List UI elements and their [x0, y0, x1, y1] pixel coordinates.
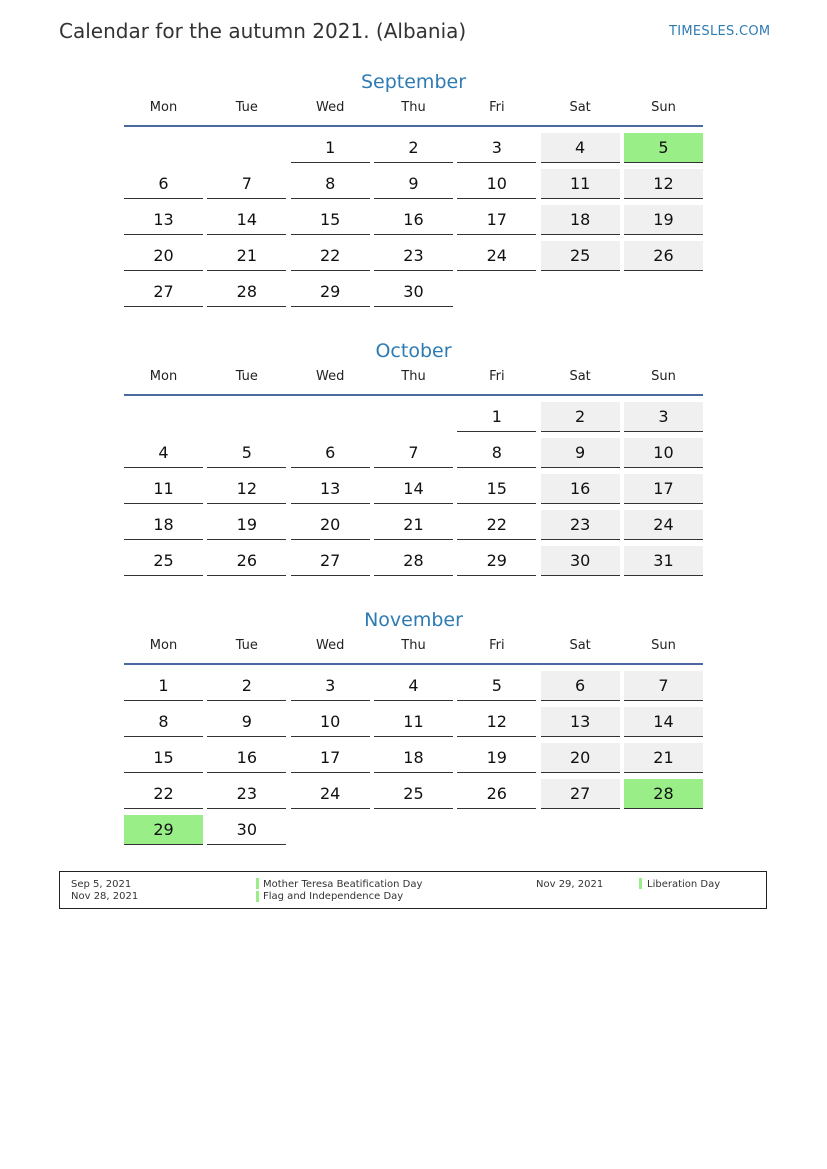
weekday-label: Fri	[489, 100, 505, 115]
day-cell[interactable]: 8	[124, 707, 203, 737]
day-cell[interactable]: 27	[541, 779, 620, 809]
empty-cell	[124, 402, 203, 432]
day-cell[interactable]: 13	[291, 474, 370, 504]
month-september	[124, 70, 703, 307]
weekday-label: Fri	[489, 638, 505, 653]
weekday-label: Tue	[235, 369, 258, 384]
day-cell[interactable]: 28	[207, 277, 286, 307]
day-cell[interactable]: 13	[124, 205, 203, 235]
day-cell[interactable]: 17	[457, 205, 536, 235]
holiday-marker	[256, 878, 259, 889]
day-cell[interactable]: 22	[124, 779, 203, 809]
day-cell[interactable]: 2	[374, 133, 453, 163]
day-grid	[124, 671, 703, 845]
day-cell[interactable]: 3	[291, 671, 370, 701]
day-cell[interactable]: 12	[457, 707, 536, 737]
day-cell[interactable]: 2	[541, 402, 620, 432]
weekday-header	[124, 369, 703, 396]
empty-cell	[124, 133, 203, 163]
day-cell[interactable]: 9	[207, 707, 286, 737]
empty-cell	[457, 815, 536, 845]
day-cell[interactable]: 19	[624, 205, 703, 235]
day-cell[interactable]: 3	[457, 133, 536, 163]
day-cell[interactable]: 6	[291, 438, 370, 468]
day-cell[interactable]: 25	[124, 546, 203, 576]
day-cell[interactable]: 30	[374, 277, 453, 307]
empty-cell	[207, 402, 286, 432]
holiday-legend	[59, 871, 767, 909]
weekday-label: Sun	[651, 100, 676, 115]
holiday-marker	[256, 891, 259, 902]
legend-date: Sep 5, 2021	[71, 879, 132, 890]
day-cell[interactable]: 27	[124, 277, 203, 307]
weekday-header	[124, 638, 703, 665]
day-cell[interactable]: 15	[124, 743, 203, 773]
day-cell[interactable]: 23	[374, 241, 453, 271]
empty-cell	[291, 402, 370, 432]
month-title: September	[360, 71, 467, 93]
day-cell[interactable]: 25	[541, 241, 620, 271]
day-cell[interactable]: 6	[541, 671, 620, 701]
day-cell[interactable]: 10	[457, 169, 536, 199]
day-cell[interactable]: 27	[291, 546, 370, 576]
day-cell[interactable]: 5	[207, 438, 286, 468]
day-cell[interactable]: 24	[457, 241, 536, 271]
weekday-label: Wed	[315, 100, 345, 115]
day-cell[interactable]: 15	[291, 205, 370, 235]
day-cell[interactable]: 29	[291, 277, 370, 307]
day-cell[interactable]: 26	[207, 546, 286, 576]
day-grid	[124, 133, 703, 307]
day-cell[interactable]: 9	[541, 438, 620, 468]
empty-cell	[457, 277, 536, 307]
day-cell[interactable]: 23	[541, 510, 620, 540]
day-cell[interactable]: 7	[207, 169, 286, 199]
day-cell[interactable]: 12	[207, 474, 286, 504]
day-cell[interactable]: 1	[457, 402, 536, 432]
weekday-label: Thu	[401, 638, 426, 653]
day-cell[interactable]: 21	[207, 241, 286, 271]
weekday-label: Sat	[569, 100, 591, 115]
day-cell[interactable]: 24	[624, 510, 703, 540]
day-cell[interactable]: 20	[291, 510, 370, 540]
day-cell[interactable]: 24	[291, 779, 370, 809]
day-cell[interactable]: 6	[124, 169, 203, 199]
weekday-label: Sat	[569, 369, 591, 384]
day-cell[interactable]: 16	[541, 474, 620, 504]
day-cell[interactable]: 25	[374, 779, 453, 809]
day-cell[interactable]: 16	[374, 205, 453, 235]
day-cell[interactable]: 29	[124, 815, 203, 845]
day-cell[interactable]: 15	[457, 474, 536, 504]
weekday-label: Thu	[401, 369, 426, 384]
empty-cell	[541, 815, 620, 845]
day-cell[interactable]: 4	[374, 671, 453, 701]
empty-cell	[207, 133, 286, 163]
weekday-label: Wed	[315, 638, 345, 653]
day-cell[interactable]: 26	[624, 241, 703, 271]
legend-holiday-name: Mother Teresa Beatification Day	[263, 879, 423, 890]
day-cell[interactable]: 21	[374, 510, 453, 540]
day-cell[interactable]: 11	[374, 707, 453, 737]
day-cell[interactable]: 5	[624, 133, 703, 163]
site-link[interactable]: TIMESLES.COM	[669, 24, 771, 39]
day-cell[interactable]: 21	[624, 743, 703, 773]
weekday-label: Sat	[569, 638, 591, 653]
day-cell[interactable]: 2	[207, 671, 286, 701]
day-cell[interactable]: 16	[207, 743, 286, 773]
legend-holiday-name: Liberation Day	[647, 879, 721, 890]
weekday-label: Thu	[401, 100, 426, 115]
day-cell[interactable]: 12	[624, 169, 703, 199]
day-cell[interactable]: 14	[624, 707, 703, 737]
day-cell[interactable]: 8	[291, 169, 370, 199]
weekday-label: Tue	[235, 638, 258, 653]
day-cell[interactable]: 30	[207, 815, 286, 845]
weekday-label: Tue	[235, 100, 258, 115]
weekday-label: Mon	[149, 100, 178, 115]
weekday-label: Mon	[149, 638, 178, 653]
holiday-marker	[639, 878, 642, 889]
day-cell[interactable]: 3	[624, 402, 703, 432]
day-cell[interactable]: 28	[374, 546, 453, 576]
empty-cell	[624, 815, 703, 845]
day-cell[interactable]: 30	[541, 546, 620, 576]
day-cell[interactable]: 8	[457, 438, 536, 468]
day-cell[interactable]: 29	[457, 546, 536, 576]
weekday-header	[124, 100, 703, 127]
month-october	[124, 339, 703, 576]
day-cell[interactable]: 7	[374, 438, 453, 468]
day-cell[interactable]: 22	[291, 241, 370, 271]
weekday-label: Mon	[149, 369, 178, 384]
day-cell[interactable]: 11	[541, 169, 620, 199]
day-cell[interactable]: 4	[541, 133, 620, 163]
day-cell[interactable]: 19	[207, 510, 286, 540]
day-cell[interactable]: 17	[291, 743, 370, 773]
weekday-label: Sun	[651, 638, 676, 653]
day-cell[interactable]: 4	[124, 438, 203, 468]
day-cell[interactable]: 9	[374, 169, 453, 199]
empty-cell	[374, 815, 453, 845]
day-cell[interactable]: 23	[207, 779, 286, 809]
day-cell[interactable]: 18	[374, 743, 453, 773]
day-cell[interactable]: 20	[124, 241, 203, 271]
day-cell[interactable]: 1	[124, 671, 203, 701]
month-title: November	[364, 609, 463, 631]
day-cell[interactable]: 14	[207, 205, 286, 235]
day-cell[interactable]: 28	[624, 779, 703, 809]
weekday-label: Fri	[489, 369, 505, 384]
empty-cell	[541, 277, 620, 307]
day-cell[interactable]: 10	[291, 707, 370, 737]
weekday-label: Sun	[651, 369, 676, 384]
page-title: Calendar for the autumn 2021. (Albania)	[59, 19, 467, 43]
month-november	[124, 608, 703, 845]
empty-cell	[374, 402, 453, 432]
day-cell[interactable]: 19	[457, 743, 536, 773]
day-cell[interactable]: 31	[624, 546, 703, 576]
day-cell[interactable]: 14	[374, 474, 453, 504]
weekday-label: Wed	[315, 369, 345, 384]
day-cell[interactable]: 26	[457, 779, 536, 809]
day-cell[interactable]: 11	[124, 474, 203, 504]
day-cell[interactable]: 17	[624, 474, 703, 504]
day-cell[interactable]: 1	[291, 133, 370, 163]
month-title: October	[375, 340, 452, 362]
day-cell[interactable]: 20	[541, 743, 620, 773]
empty-cell	[291, 815, 370, 845]
day-cell[interactable]: 18	[124, 510, 203, 540]
empty-cell	[624, 277, 703, 307]
day-cell[interactable]: 10	[624, 438, 703, 468]
legend-date: Nov 29, 2021	[536, 879, 604, 890]
day-cell[interactable]: 5	[457, 671, 536, 701]
day-cell[interactable]: 13	[541, 707, 620, 737]
day-cell[interactable]: 18	[541, 205, 620, 235]
day-cell[interactable]: 22	[457, 510, 536, 540]
day-cell[interactable]: 7	[624, 671, 703, 701]
legend-holiday-name: Flag and Independence Day	[263, 891, 404, 902]
day-grid	[124, 402, 703, 576]
legend-date: Nov 28, 2021	[71, 891, 139, 902]
